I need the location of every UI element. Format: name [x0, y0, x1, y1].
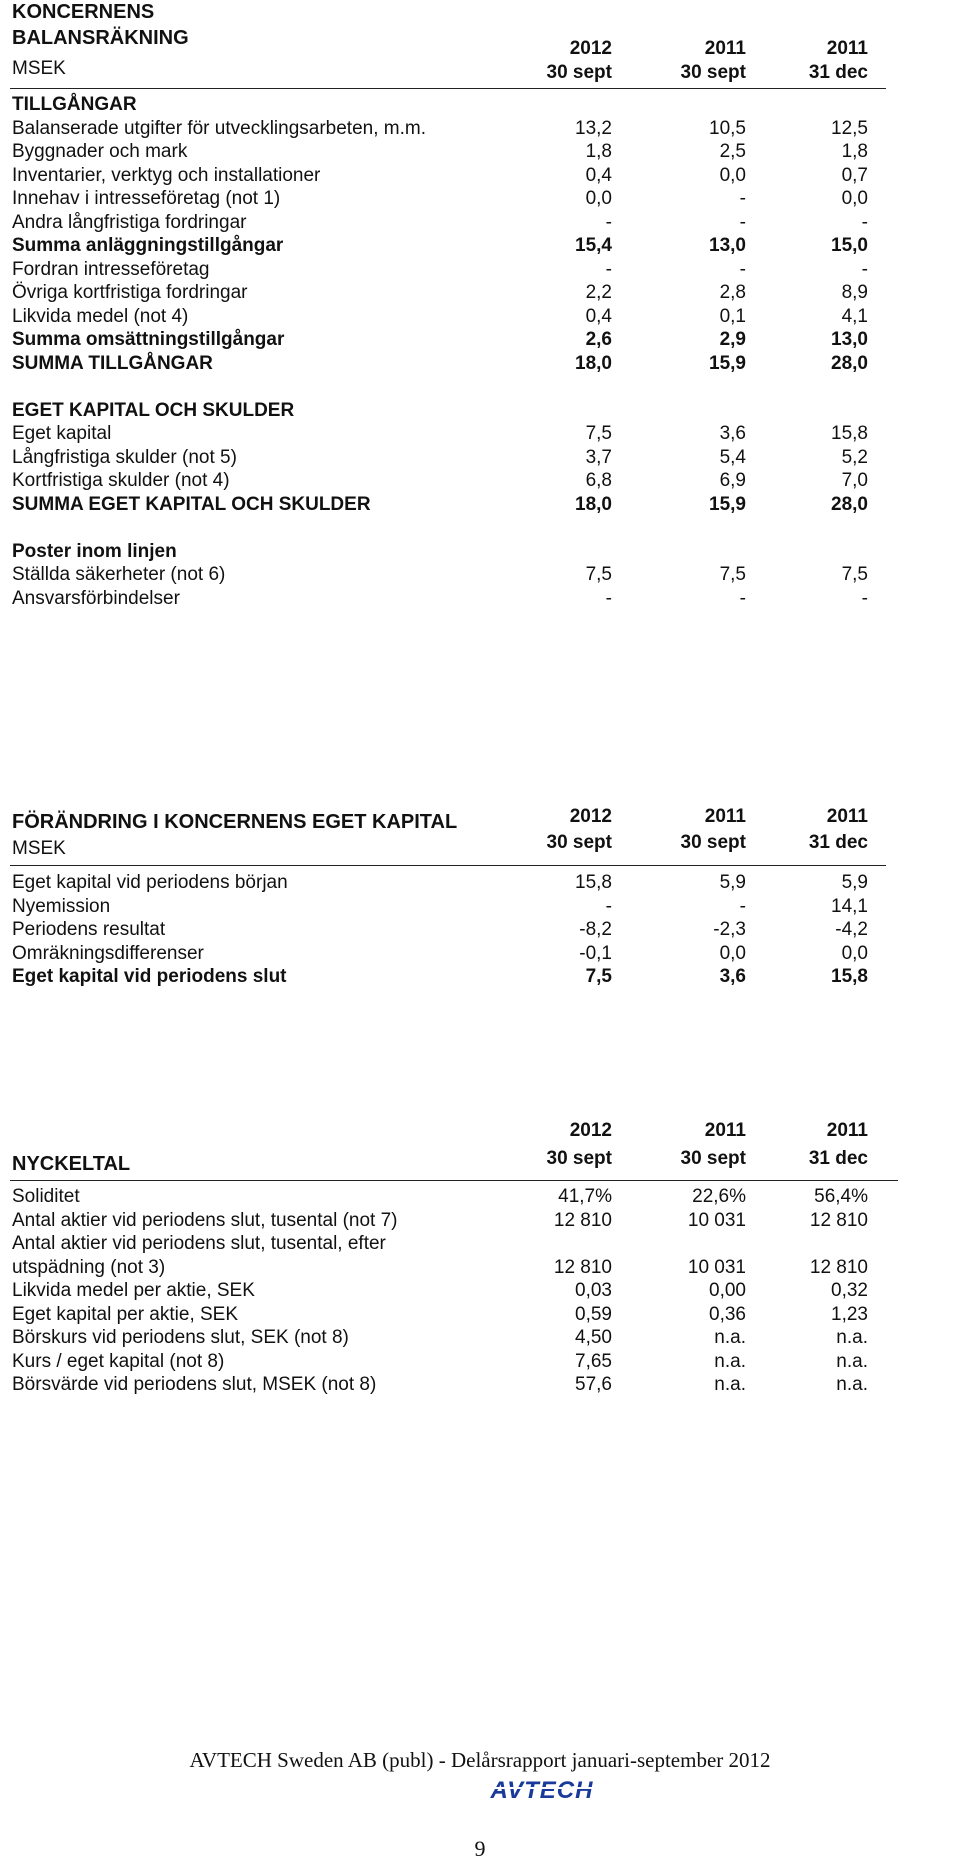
equity-row-value-col2: 3,6 [719, 966, 746, 987]
footer-text: AVTECH Sweden AB (publ) - Delårsrapport januari-september 2012 [189, 1748, 771, 1772]
balance-row-label: Innehav i intresseföretag (not 1) [12, 188, 281, 209]
equity-row-value-col2: 0,0 [719, 942, 746, 964]
keyfigures-row-value-col3: n.a. [836, 1327, 868, 1348]
equity-row-value-col1: 15,8 [575, 872, 612, 893]
balance-row-value-col3: 5,2 [841, 446, 868, 468]
balance-row-value-col3: 7,5 [841, 564, 868, 585]
equity-col1-year: 2012 [569, 806, 612, 827]
equity-row-value-col3: -4,2 [835, 919, 868, 940]
balance-row-label: Poster inom linjen [12, 540, 177, 562]
balance-row-value-col1: 0,4 [585, 305, 612, 327]
balance-row-value-col1: - [605, 211, 612, 233]
keyfigures-row-value-col2: 22,6% [692, 1186, 746, 1207]
equity-row-value-col3: 14,1 [831, 895, 868, 917]
balance-row-value-col1: 3,7 [585, 446, 612, 468]
balance-title-line2: BALANSRÄKNING [12, 27, 189, 49]
balance-row-value-col1: 13,2 [575, 117, 612, 139]
keyfigures-row-label: Kurs / eget kapital (not 8) [12, 1350, 225, 1372]
balance-title-line1: KONCERNENS [12, 1, 155, 23]
balance-row-value-col3: 0,7 [841, 164, 868, 186]
equity-row-value-col3: 0,0 [841, 942, 868, 964]
balance-row-value-col2: 3,6 [719, 423, 746, 444]
balance-row-label: Övriga kortfristiga fordringar [12, 282, 248, 303]
balance-row-label: Ställda säkerheter (not 6) [12, 564, 226, 585]
balance-row-value-col3: - [861, 587, 868, 609]
keyfigures-row-label: Eget kapital per aktie, SEK [12, 1303, 239, 1325]
keyfigures-row-value-col2: 0,00 [709, 1280, 746, 1301]
balance-row-value-col2: - [739, 258, 746, 280]
keyfigures-row-value-col1: 4,50 [575, 1327, 612, 1348]
keyfigures-row-value-col2: 10 031 [687, 1209, 746, 1231]
balance-row-label: Ansvarsförbindelser [12, 587, 180, 609]
balance-row-label: SUMMA TILLGÅNGAR [12, 352, 213, 374]
keyfigures-row-value-col1: 41,7% [558, 1186, 612, 1207]
balance-unit: MSEK [12, 58, 66, 79]
keyfigures-row-value-col1: 0,03 [575, 1280, 612, 1301]
equity-col2-year: 2011 [704, 806, 746, 827]
balance-col2-year: 2011 [704, 38, 746, 59]
balance-row-value-col1: 2,6 [585, 329, 612, 350]
equity-row-label: Periodens resultat [12, 919, 166, 940]
balance-row-value-col1: - [605, 587, 612, 609]
balance-row-value-col2: 2,5 [719, 141, 746, 162]
equity-header-rule [10, 865, 886, 866]
balance-col2-date: 30 sept [680, 62, 746, 83]
balance-row-value-col1: 18,0 [575, 493, 612, 515]
keyfigures-col1-year: 2012 [569, 1120, 612, 1141]
balance-row-value-col2: - [739, 211, 746, 233]
balance-row-value-col2: - [739, 587, 746, 609]
balance-col1-year: 2012 [569, 38, 612, 59]
keyfigures-row-value-col1: 57,6 [575, 1374, 612, 1395]
balance-row-label: EGET KAPITAL OCH SKULDER [12, 399, 295, 421]
equity-row-label: Eget kapital vid periodens slut [12, 966, 287, 987]
balance-row-value-col2: 15,9 [709, 352, 746, 374]
keyfigures-col1-date: 30 sept [546, 1148, 612, 1169]
balance-row-label: TILLGÅNGAR [12, 94, 137, 115]
keyfigures-row-value-col3: n.a. [836, 1350, 868, 1372]
balance-row-value-col1: 6,8 [585, 470, 612, 491]
balance-row-value-col3: 28,0 [831, 493, 868, 515]
avtech-logo [472, 1776, 612, 1807]
balance-row-label: SUMMA EGET KAPITAL OCH SKULDER [12, 493, 371, 515]
equity-row-value-col2: -2,3 [713, 919, 746, 940]
balance-row-value-col3: 0,0 [841, 188, 868, 209]
keyfigures-row-value-col3: n.a. [836, 1374, 868, 1395]
equity-row-label: Nyemission [12, 895, 111, 917]
keyfigures-row-value-col1: 0,59 [575, 1303, 612, 1325]
balance-row-value-col1: 15,4 [575, 235, 612, 256]
balance-row-value-col1: 7,5 [585, 564, 612, 585]
keyfigures-row-value-col2: n.a. [714, 1374, 746, 1395]
equity-row-value-col3: 5,9 [841, 872, 868, 893]
balance-row-value-col3: 7,0 [841, 470, 868, 491]
keyfigures-col3-date: 31 dec [808, 1148, 868, 1169]
balance-row-value-col3: - [861, 258, 868, 280]
equity-col2-date: 30 sept [680, 832, 746, 853]
balance-row-label: Likvida medel (not 4) [12, 305, 189, 327]
balance-row-value-col2: 15,9 [709, 493, 746, 515]
keyfigures-row-value-col2: 0,36 [709, 1303, 746, 1325]
keyfigures-row-label: Antal aktier vid periodens slut, tusental, efter [12, 1233, 386, 1254]
keyfigures-header-rule [10, 1180, 898, 1181]
balance-row-value-col1: 18,0 [575, 352, 612, 374]
keyfigures-row-label: Likvida medel per aktie, SEK [12, 1280, 255, 1301]
balance-row-label: Fordran intresseföretag [12, 258, 210, 280]
keyfigures-row-label: Antal aktier vid periodens slut, tusental (not 7) [12, 1209, 398, 1231]
keyfigures-row-value-col3: 1,23 [831, 1303, 868, 1325]
balance-row-value-col3: - [861, 211, 868, 233]
equity-col3-date: 31 dec [808, 832, 868, 853]
equity-row-value-col3: 15,8 [831, 966, 868, 987]
equity-col3-year: 2011 [826, 806, 868, 827]
avtech-logo-text: AVTECH [490, 1777, 594, 1802]
balance-row-label: Summa anläggningstillgångar [12, 235, 284, 256]
keyfigures-row-value-col2: 10 031 [687, 1256, 746, 1278]
equity-col1-date: 30 sept [546, 832, 612, 853]
balance-row-value-col2: 6,9 [719, 470, 746, 491]
balance-row-value-col2: 5,4 [719, 446, 746, 468]
balance-row-value-col2: 7,5 [719, 564, 746, 585]
keyfigures-row-value-col1: 12 810 [553, 1256, 612, 1278]
keyfigures-col3-year: 2011 [826, 1120, 868, 1141]
equity-row-value-col1: -0,1 [579, 942, 612, 964]
keyfigures-row-label: utspädning (not 3) [12, 1256, 166, 1278]
balance-row-value-col3: 12,5 [831, 117, 868, 139]
keyfigures-row-label: Soliditet [12, 1186, 80, 1207]
balance-header-rule [10, 88, 886, 89]
balance-row-value-col2: 2,8 [719, 282, 746, 303]
balance-row-value-col3: 4,1 [841, 305, 868, 327]
keyfigures-title: NYCKELTAL [12, 1153, 131, 1175]
equity-title: FÖRÄNDRING I KONCERNENS EGET KAPITAL [12, 811, 458, 833]
equity-row-value-col1: 7,5 [585, 966, 612, 987]
balance-row-value-col2: 0,0 [719, 164, 746, 186]
balance-row-value-col3: 15,0 [831, 235, 868, 256]
equity-row-label: Omräkningsdifferenser [12, 942, 204, 964]
keyfigures-row-value-col3: 12 810 [809, 1209, 868, 1231]
balance-row-value-col2: - [739, 188, 746, 209]
balance-row-value-col2: 10,5 [709, 117, 746, 139]
balance-col3-date: 31 dec [808, 62, 868, 83]
balance-row-value-col1: 2,2 [585, 282, 612, 303]
keyfigures-row-value-col2: n.a. [714, 1327, 746, 1348]
avtech-logo-mark [472, 1776, 612, 1802]
balance-row-value-col3: 28,0 [831, 352, 868, 374]
balance-row-value-col3: 15,8 [831, 423, 868, 444]
balance-row-label: Andra långfristiga fordringar [12, 211, 247, 233]
balance-row-value-col1: - [605, 258, 612, 280]
page-number: 9 [474, 1836, 486, 1861]
balance-row-value-col3: 8,9 [841, 282, 868, 303]
balance-row-label: Byggnader och mark [12, 141, 188, 162]
balance-row-value-col1: 1,8 [585, 141, 612, 162]
balance-row-value-col3: 13,0 [831, 329, 868, 350]
equity-row-value-col1: -8,2 [579, 919, 612, 940]
keyfigures-row-value-col1: 7,65 [575, 1350, 612, 1372]
equity-row-label: Eget kapital vid periodens början [12, 872, 288, 893]
equity-row-value-col2: - [739, 895, 746, 917]
balance-col3-year: 2011 [826, 38, 868, 59]
equity-row-value-col1: - [605, 895, 612, 917]
keyfigures-row-label: Börskurs vid periodens slut, SEK (not 8) [12, 1327, 349, 1348]
equity-unit: MSEK [12, 838, 66, 859]
keyfigures-row-value-col2: n.a. [714, 1350, 746, 1372]
balance-row-label: Kortfristiga skulder (not 4) [12, 470, 230, 491]
balance-row-label: Eget kapital [12, 423, 112, 444]
balance-row-label: Balanserade utgifter för utvecklingsarbeten, m.m. [12, 117, 426, 139]
balance-row-label: Långfristiga skulder (not 5) [12, 446, 237, 468]
balance-col1-date: 30 sept [546, 62, 612, 83]
balance-row-value-col2: 2,9 [719, 329, 746, 350]
balance-row-label: Summa omsättningstillgångar [12, 329, 285, 350]
keyfigures-col2-date: 30 sept [680, 1148, 746, 1169]
keyfigures-row-value-col3: 12 810 [809, 1256, 868, 1278]
balance-row-value-col1: 0,4 [585, 164, 612, 186]
keyfigures-row-value-col3: 0,32 [831, 1280, 868, 1301]
keyfigures-row-label: Börsvärde vid periodens slut, MSEK (not 8) [12, 1374, 377, 1395]
keyfigures-row-value-col3: 56,4% [814, 1186, 868, 1207]
balance-row-value-col1: 7,5 [585, 423, 612, 444]
keyfigures-col2-year: 2011 [704, 1120, 746, 1141]
equity-row-value-col2: 5,9 [719, 872, 746, 893]
balance-row-value-col1: 0,0 [585, 188, 612, 209]
keyfigures-row-value-col1: 12 810 [553, 1209, 612, 1231]
balance-row-value-col3: 1,8 [841, 141, 868, 162]
balance-row-value-col2: 0,1 [719, 305, 746, 327]
balance-row-label: Inventarier, verktyg och installationer [12, 164, 321, 186]
balance-row-value-col2: 13,0 [709, 235, 746, 256]
